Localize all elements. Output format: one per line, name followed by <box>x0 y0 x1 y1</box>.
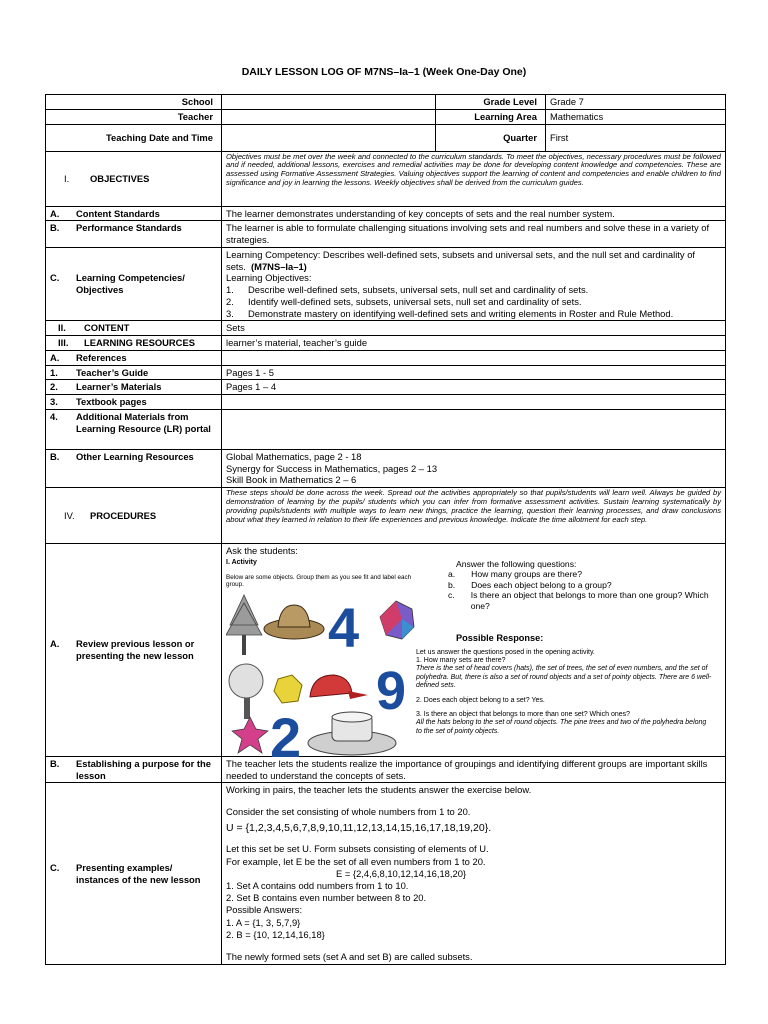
universal-set: U = {1,2,3,4,5,6,7,8,9,10,11,12,13,14,15,16,17,18,19,20}. <box>226 821 492 834</box>
other-resource-line: Skill Book in Mathematics 2 – 6 <box>226 474 357 486</box>
row-learning-resources: III. LEARNING RESOURCES learner’s material, teacher’s guide <box>46 336 726 351</box>
performance-standards-label: Performance Standards <box>76 222 182 234</box>
row-references: A. References <box>46 350 726 365</box>
row-review: A. Review previous lesson or presenting the new lesson Ask the students: I. Activity Below are some objects. Group them as you see fit and label each group. 4 9 2 Answer the following questions: a. How many groups are there? b. Does each object belong to a group? c. Is there an object that belongs to more than one group? Which one? Possible Response: Let us answer the questions posed in the opening activity. 1. How many sets are there? There is the set of head covers (hats), the set of trees, the set of even numbers, and the set of polyhedra. But, there is also a set of round objects and a set of pointy objects. There are 6 well-defined sets. 2. Does each object belong to a set? Yes. 3. Is there an object that belongs to more than one set? Which ones? All the hats belong to the set of round objects. The pine trees and two of the polyhedra belong to the set of pointy objects. <box>46 544 726 757</box>
content-value: Sets <box>222 321 726 336</box>
additional-value <box>222 409 726 449</box>
competencies-label: Learning Competencies/ Objectives <box>76 272 185 295</box>
objectives-heading: I. OBJECTIVES <box>64 172 150 184</box>
example-line: Consider the set consisting of whole numbers from 1 to 20. <box>226 806 471 818</box>
area-label: Learning Area <box>436 109 546 124</box>
possible-response-title: Possible Response: <box>456 633 544 644</box>
hat-icon <box>264 605 324 639</box>
answer-a: 1. A = {1, 3, 5,7,9} <box>226 916 301 928</box>
header-row-teacher <box>46 109 726 124</box>
response-text: Let us answer the questions posed in the opening activity. 1. How many sets are there? There is the set of head covers (hats), the set of trees, the set of even numbers, and the set of polyhedra. But, there is also a set of round objects and a set of pointy objects. There are 6 well-defined sets. 2. Does each object belong to a set? Yes. 3. Is there an object that belongs to more than one set? Which ones? All the hats belong to the set of round objects. The pine trees and two of the polyhedra belong to the set of pointy objects. <box>416 648 712 735</box>
page-title: DAILY LESSON LOG OF M7NS–Ia–1 (Week One-Day One) <box>241 66 527 78</box>
list-item: 2. Identify well-defined sets, subsets, universal sets, null set and cardinality of sets. <box>226 295 582 307</box>
learners-materials-value: Pages 1 – 4 <box>222 380 726 395</box>
example-line: 2. Set B contains even number between 8 to 20. <box>226 892 427 904</box>
pine-tree-icon <box>226 595 262 655</box>
row-content-standards: A. Content Standards The learner demonstrates understanding of key concepts of sets and the real number system. <box>46 206 726 221</box>
content-label: CONTENT <box>84 322 130 334</box>
question-item: c. Is there an object that belongs to more than one group? Which one? <box>448 590 709 611</box>
review-label: Review previous lesson or presenting the new lesson <box>76 638 195 661</box>
teachers-guide-label: Teacher’s Guide <box>76 366 149 378</box>
content-standards-label: Content Standards <box>76 207 160 219</box>
teacher-value <box>222 109 436 124</box>
resources-label: LEARNING RESOURCES <box>84 337 195 348</box>
example-line: Working in pairs, the teacher lets the students answer the exercise below. <box>226 784 532 796</box>
row-learners-materials: 2. Learner’s Materials Pages 1 – 4 <box>46 380 726 395</box>
grade-label: Grade Level <box>436 95 546 110</box>
row-teachers-guide: 1. Teacher’s Guide Pages 1 - 5 <box>46 365 726 380</box>
content-standards-value: The learner demonstrates understanding of key concepts of sets and the real number system. <box>222 206 726 221</box>
number-9: 9 <box>376 661 407 722</box>
objectives-list <box>226 284 721 319</box>
teachers-guide-value: Pages 1 - 5 <box>222 365 726 380</box>
performance-standards-value: The learner is able to formulate challenging situations involving sets and real numbers and solve these in a variety of strategies. <box>222 221 726 248</box>
row-objectives <box>46 151 726 206</box>
questions-title: Answer the following questions: <box>456 558 577 569</box>
activity-figure <box>226 557 721 760</box>
tree-icon <box>229 664 263 719</box>
learners-materials-label: Learner’s Materials <box>76 381 162 393</box>
date-value <box>222 124 436 151</box>
header-row-date <box>46 124 726 151</box>
example-line: Let this set be set U. Form subsets consisting of elements of U. <box>226 843 489 855</box>
additional-label: Additional Materials from Learning Resource (LR) portal <box>76 410 211 434</box>
objectives-note: Objectives must be met over the week and connected to the curriculum standards. To meet the objectives, necessary procedures must be followed and if needed, additional lessons, exercises and remedial activities may be done for developing content knowledge and competencies. These are assessed using Formative Assessment Strategies. Valuing objectives support the learning of content and competencies and enable children to find significance and joy in learning the lessons. Weekly objectives shall be derived from the curriculum guides. <box>222 151 726 206</box>
row-purpose: B. Establishing a purpose for the lesson The teacher lets the students realize the importance of groupings and identifying different groups are important skills needed to understand the concepts of sets. <box>46 756 726 783</box>
header-row-school <box>46 95 726 110</box>
examples-label: Presenting examples/ instances of the new lesson <box>76 862 201 885</box>
grade-value: Grade 7 <box>546 95 726 110</box>
purpose-value: The teacher lets the students realize the importance of groupings and identifying different groups are important skills needed to understand the concepts of sets. <box>222 756 726 783</box>
competency-text: Learning Competency: Describes well-defined sets, subsets and universal sets, and the null set and cardinality of sets. (M7NS–Ia–1) <box>226 248 696 272</box>
number-2: 2 <box>270 706 302 760</box>
set-e: E = {2,4,6,8,10,12,14,16,18,20} <box>336 867 467 879</box>
cap-icon <box>310 675 368 699</box>
activity-objects-image <box>226 589 426 759</box>
other-resources-label: Other Learning Resources <box>76 450 194 462</box>
objectives-title: Learning Objectives: <box>226 272 312 284</box>
purpose-label: Establishing a purpose for the lesson <box>76 757 211 781</box>
list-item: 3. Demonstrate mastery on identifying well-defined sets and writing elements in Roster and Rule Method. <box>226 307 674 319</box>
school-label: School <box>46 95 222 110</box>
polyhedron-icon <box>380 601 414 639</box>
example-line: For example, let E be the set of all even numbers from 1 to 20. <box>226 855 486 867</box>
row-content: II. CONTENT Sets <box>46 321 726 336</box>
resources-value: learner’s material, teacher’s guide <box>222 336 726 351</box>
row-textbook-pages: 3. Textbook pages <box>46 395 726 410</box>
question-item: b. Does each object belong to a group? <box>448 579 612 590</box>
other-resource-line: Global Mathematics, page 2 - 18 <box>226 450 362 462</box>
row-other-resources: B. Other Learning Resources Global Mathematics, page 2 - 18 Synergy for Success in Mathematics, pages 2 – 13 Skill Book in Mathematics 2 – 6 <box>46 449 726 487</box>
teacher-label: Teacher <box>46 109 222 124</box>
area-value: Mathematics <box>546 109 726 124</box>
answer-b: 2. B = {10, 12,14,16,18} <box>226 928 325 940</box>
ask-students: Ask the students: <box>226 545 298 556</box>
star-polyhedron-icon <box>232 717 268 753</box>
competency-code: (M7NS–Ia–1) <box>251 260 307 272</box>
activity-questions <box>412 559 712 736</box>
lesson-log-table <box>45 94 726 965</box>
row-performance-standards: B. Performance Standards The learner is able to formulate challenging situations involving sets and real numbers and solve these in a variety of strategies. <box>46 221 726 248</box>
date-label: Teaching Date and Time <box>46 124 222 151</box>
number-4: 4 <box>328 596 360 660</box>
row-examples: C. Presenting examples/ instances of the new lesson Working in pairs, the teacher lets the students answer the exercise below. Consider the set consisting of whole numbers from 1 to 20. U = {1,2,3,4,5,6,7,8,9,10,11,12,13,14,15,16,17,18,19,20}. Let this set be set U. Form subsets consisting of elements of U. For example, let E be the set of all even numbers from 1 to 20. E = {2,4,6,8,10,12,14,16,18,20} 1. Set A contains odd numbers from 1 to 10. 2. Set B contains even number between 8 to 20. Possible Answers: 1. A = {1, 3, 5,7,9} 2. B = {10, 12,14,16,18} The newly formed sets (set A and set B) are called subsets. <box>46 783 726 965</box>
other-resource-line: Synergy for Success in Mathematics, pages 2 – 13 <box>226 462 438 474</box>
textbook-label: Textbook pages <box>76 396 147 407</box>
textbook-value <box>222 395 726 410</box>
procedures-label: PROCEDURES <box>90 509 157 521</box>
quarter-value: First <box>546 124 726 151</box>
activity-title: I. Activity <box>226 558 257 566</box>
row-additional-materials: 4. Additional Materials from Learning Resource (LR) portal <box>46 409 726 449</box>
row-procedures: IV. PROCEDURES These steps should be done across the week. Spread out the activities appropriately so that pupils/students will learn well. Always be guided by demonstration of learning by the pupils/ students which you can infer from formative assessment activities. Sustain learning systematically by providing pupils/students with multiple ways to learn new things, practice the learning, question their learning processes, and draw conclusions about what they learned in relation to their life experiences and previous knowledge. Indicate the time allotment for each step. <box>46 488 726 544</box>
activity-panel <box>226 558 426 760</box>
procedures-note: These steps should be done across the week. Spread out the activities appropriately so that pupils/students will learn well. Always be guided by demonstration of learning by the pupils/ students which you can infer from formative assessment activities. Sustain learning systematically by providing pupils/students with multiple ways to learn new things, practice the learning, question their learning processes, and draw conclusions about what they learned in relation to their life experiences and previous knowledge. Indicate the time allotment for each step. <box>222 488 726 544</box>
question-item: a. How many groups are there? <box>448 569 582 580</box>
list-item: 1. Describe well-defined sets, subsets, universal sets, null set and cardinality of sets. <box>226 284 589 295</box>
row-competencies: C. Learning Competencies/ Objectives Learning Competency: Describes well-defined sets, subsets and universal sets, and the null set and cardinality of sets. (M7NS–Ia–1) Learning Objectives: 1. Describe well-defined sets, subsets, universal sets, null set and cardinality of sets. 2. Identify well-defined sets, subsets, universal sets, null set and cardinality of sets. 3. Demonstrate mastery on identifying well-defined sets and writing elements in Roster and Rule Method. <box>46 247 726 321</box>
yellow-polyhedron-icon <box>274 675 302 703</box>
example-line: Possible Answers: <box>226 904 303 916</box>
quarter-label: Quarter <box>436 124 546 151</box>
example-line: The newly formed sets (set A and set B) are called subsets. <box>226 951 473 963</box>
references-label: References <box>76 351 127 363</box>
example-line: 1. Set A contains odd numbers from 1 to 10. <box>226 879 409 891</box>
activity-instructions: Below are some objects. Group them as you see fit and label each group. <box>226 573 412 589</box>
school-value <box>222 95 436 110</box>
